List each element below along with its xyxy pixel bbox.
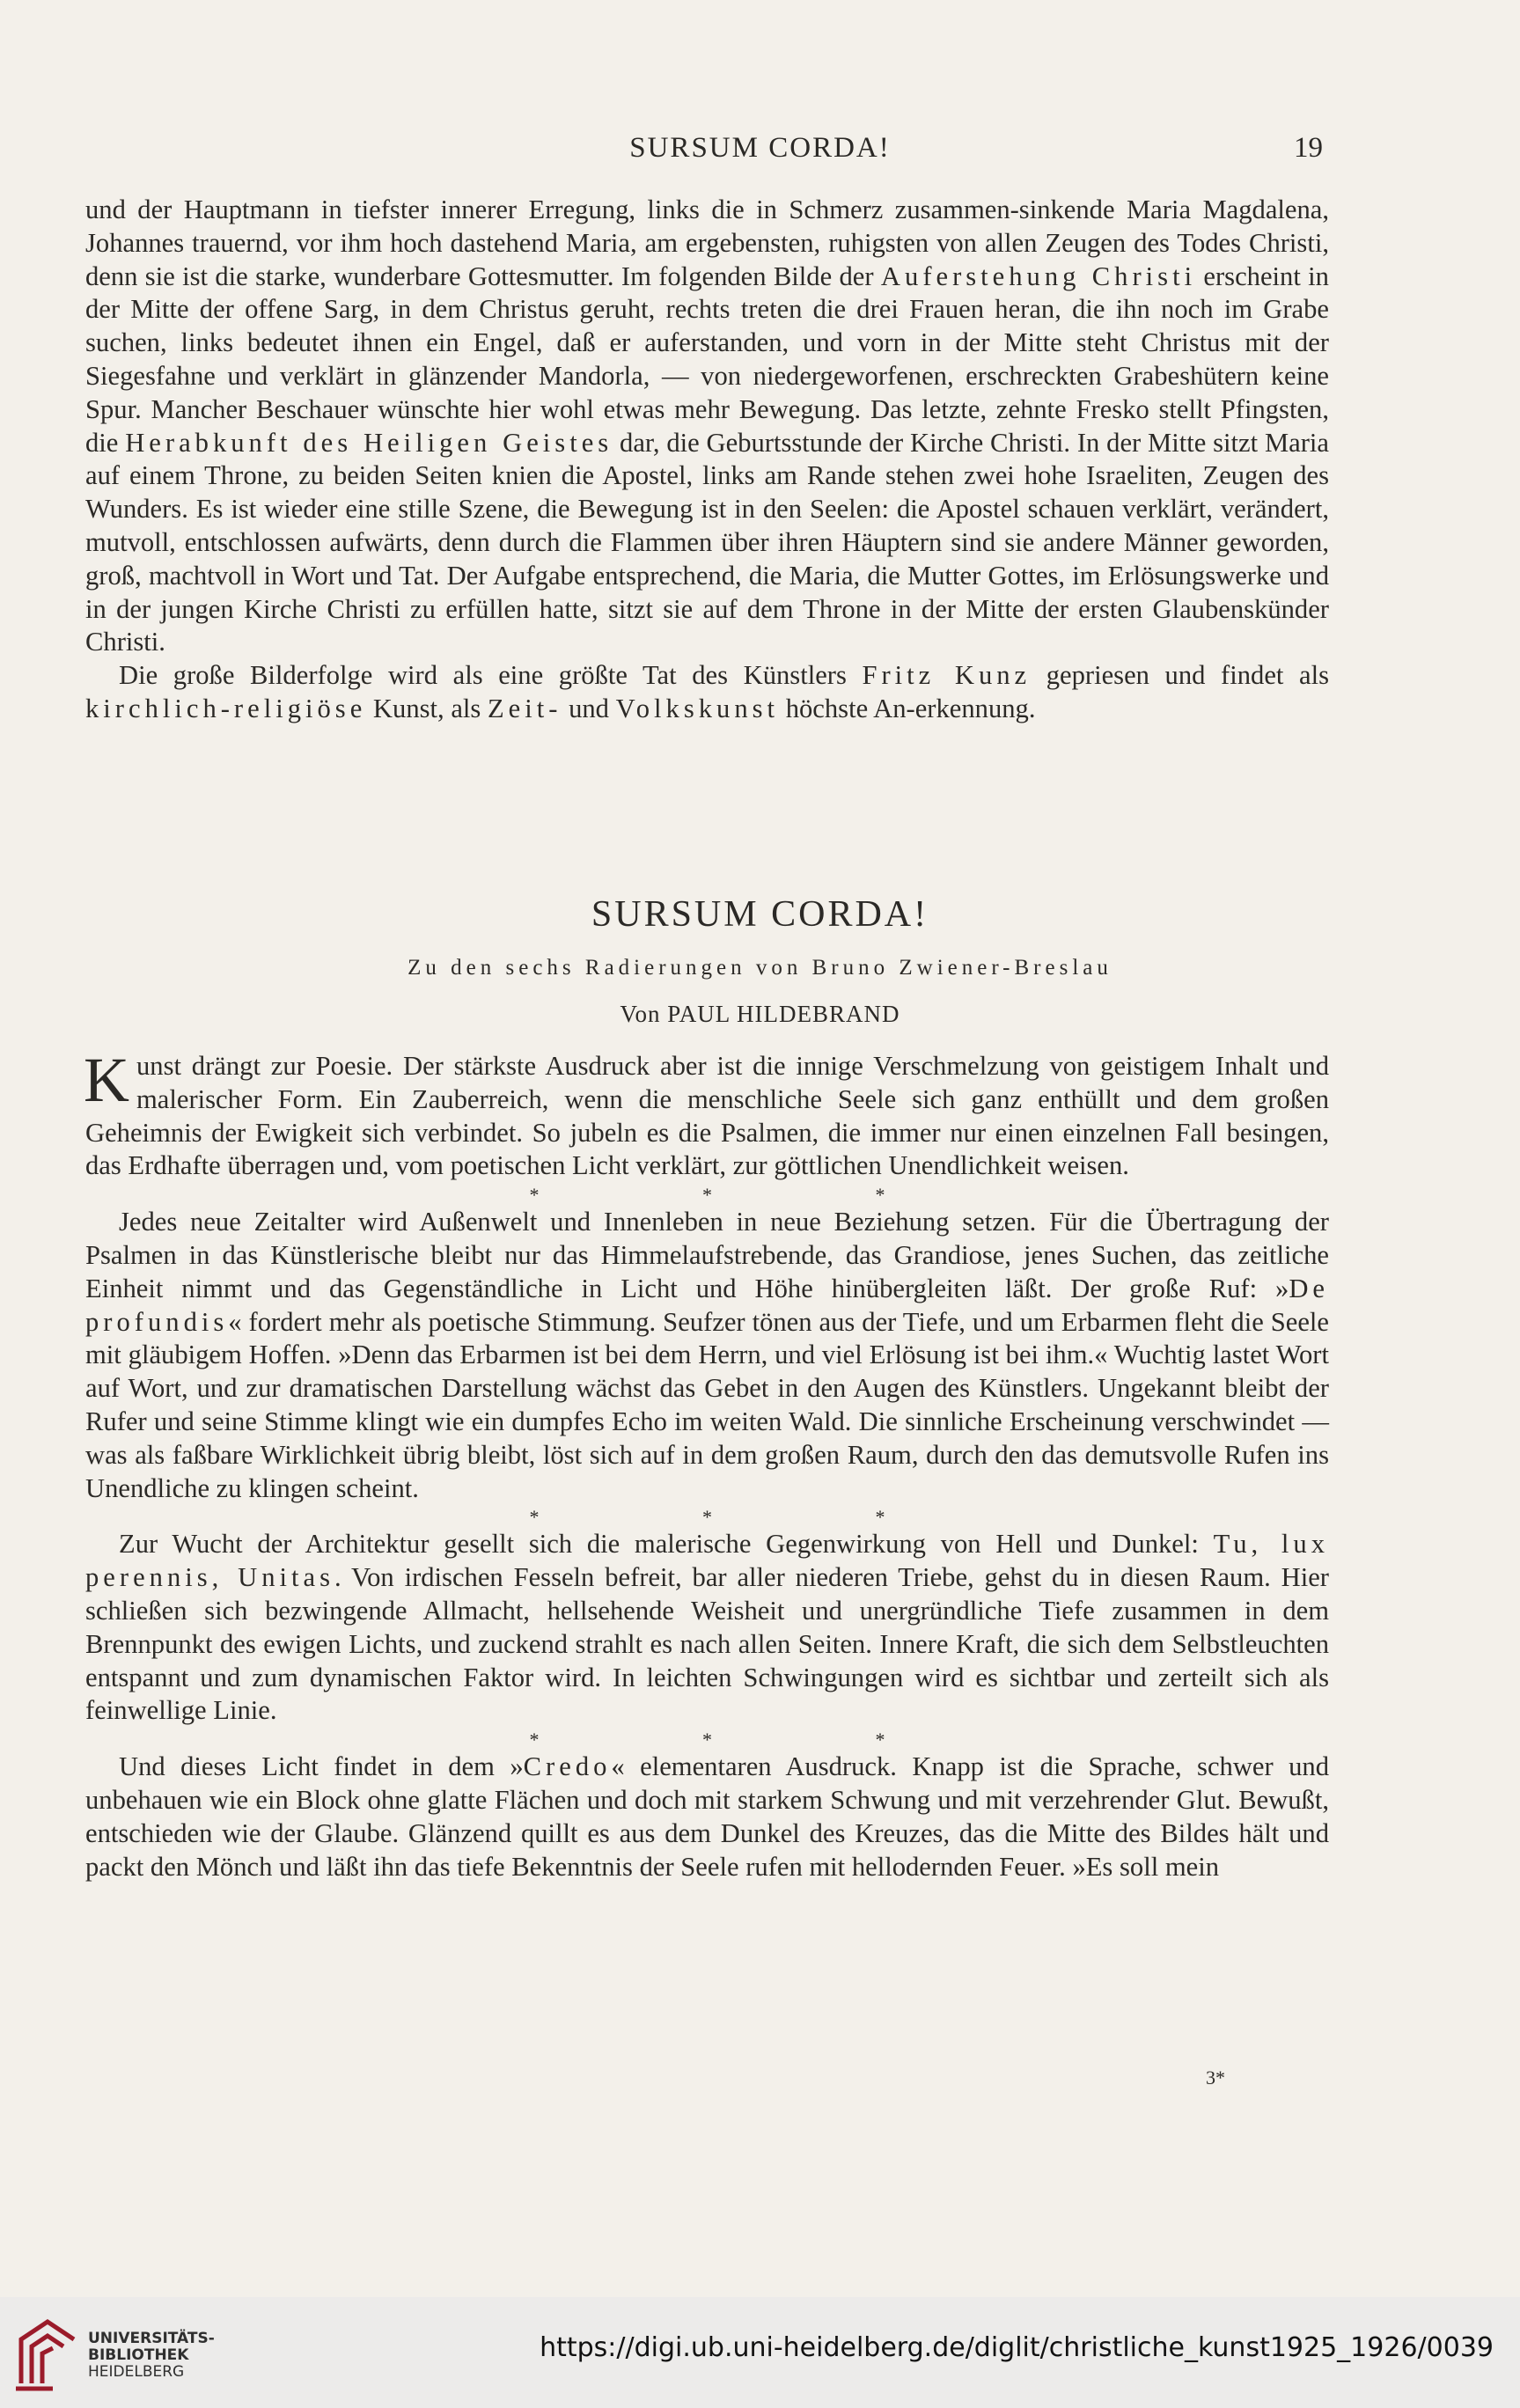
text-span: Jedes neue Zeitalter wird Außenwelt und Innenleben in neue Beziehung setzen. Für die Übertragung der Psalmen in das Künstlerische bleibt nur das Himmelaufstrebende, das Grandiose, jenes Suchen, das zeitliche Einheit nimmt und das Gegenständliche in Licht und Höhe hinübergleiten läßt. Der große Ruf: » — [85, 1207, 1329, 1303]
text-span: und der Hauptmann in tiefster innerer Erregung, links die in Schmerz zusammen-sinkende Maria Magdalena, Johannes trauernd, vor ihm hoch dastehend Maria, am ergebensten, ruhigsten von allen Zeugen des Todes Christi, denn sie ist die starke, wunderbare Gottesmutter. Im folgenden Bilde der — [85, 195, 1329, 291]
library-name-line: HEIDELBERG — [88, 2363, 185, 2381]
signature-mark: 3* — [1206, 2067, 1225, 2089]
text-span: unst drängt zur Poesie. Der stärkste Ausdruck aber ist die innige Verschmelzung von geistigem Inhalt und malerischer Form. Ein Zauberreich, wenn die menschliche Seele sich ganz enthüllt und dem großen Geheimnis der Ewigkeit sich verbindet. So jubeln es die Psalmen, die immer nur einen einzelnen Fall besingen, das Erdhafte überragen und, vom poetischen Licht verklärt, zur göttlichen Unendlichkeit weisen. — [85, 1051, 1329, 1181]
section-separator: * * * — [529, 1184, 965, 1207]
spaced-text: kirchlich-religiöse — [85, 693, 367, 723]
permalink-url[interactable]: https://digi.ub.uni-heidelberg.de/diglit/christliche_kunst1925_1926/0039 — [540, 2332, 1494, 2363]
spaced-text: De profundis — [85, 1273, 1329, 1337]
library-name-line: BIBLIOTHEK — [88, 2346, 189, 2364]
running-title: SURSUM CORDA! — [629, 132, 891, 164]
text-span: höchste An-erkennung. — [779, 693, 1036, 723]
page-number: 19 — [1294, 132, 1323, 164]
viewer-footer — [0, 2297, 1520, 2408]
paragraph — [85, 194, 1329, 659]
article-subtitle: Zu den sechs Radierungen von Bruno Zwiener-Breslau — [408, 956, 1112, 980]
library-name-line: UNIVERSITÄTS- — [88, 2330, 215, 2347]
spaced-text: Fritz Kunz — [862, 660, 1032, 691]
text-span: Und dieses Licht findet in dem » — [119, 1751, 524, 1782]
text-span: und — [562, 693, 616, 723]
paragraph — [85, 1751, 1329, 1883]
text-span: . Von irdischen Fesseln befreit, bar aller niederen Triebe, gehst du in diesen Raum. Hier schließen sich bezwingende Allmacht, hellsehende Weisheit und unergründliche Tiefe zusammen in dem Brennpunkt des ewigen Lichts, und zuckend strahlt es nach allen Seiten. Innere Kraft, die sich dem Selbstleuchten entspannt und zum dynamischen Faktor wird. In leichten Schwingungen wird es sichtbar und zerteilt sich als feinwellige Linie. — [85, 1562, 1329, 1726]
running-head — [0, 132, 1520, 167]
article-author: Von PAUL HILDEBRAND — [620, 1001, 900, 1027]
library-name — [88, 2331, 215, 2381]
paragraph — [85, 1206, 1329, 1505]
article-title: SURSUM CORDA! — [591, 894, 929, 935]
spaced-text: Zeit- — [487, 693, 562, 723]
paragraph — [85, 1528, 1329, 1728]
text-span: dar, die Geburtsstunde der Kirche Christi. In der Mitte sitzt Maria auf einem Throne, zu beiden Seiten knien die Apostel, links am Rande stehen zwei hohe Israeliten, Zeugen des Wunders. Es ist wieder eine stille Szene, die Bewegung ist in den Seelen: die Apostel schauen verklärt, verändert, mutvoll, entschlossen aufwärts, denn durch die Flammen über ihren Häuptern sind sie andere Männer geworden, groß, machtvoll in Wort und Tat. Der Aufgabe entsprechend, die Maria, die Mutter Gottes, im Erlösungswerke und in der jungen Kirche Christi zu erfüllen hatte, sitzt sie auf dem Throne in der Mitte der ersten Glaubenskünder Christi. — [85, 427, 1330, 657]
text-span: gepriesen und findet als — [1031, 660, 1329, 691]
spaced-text: Tu, lux perennis, Unitas — [85, 1529, 1329, 1593]
text-span: Zur Wucht der Architektur gesellt sich die malerische Gegenwirkung von Hell und Dunkel: — [119, 1529, 1214, 1560]
text-span: Kunst, als — [366, 693, 488, 723]
spaced-text: Auferstehung Christi — [880, 261, 1197, 291]
text-span: erscheint in der Mitte der offene Sarg, in dem Christus geruht, rechts treten die drei Frauen heran, die ihn noch im Grabe suchen, links bedeutet ihnen ein Engel, daß er auferstanden, und vorn in der Mitte steht Christus mit der Siegesfahne und verklärt in glänzender Mandorla, — von niedergeworfenen, erschreckten Grabeshütern keine Spur. Mancher Beschauer wünschte hier wohl etwas mehr Bewegung. Das letzte, zehnte Fresko stellt Pfingsten, die — [85, 261, 1329, 458]
previous-article-text — [85, 194, 1329, 726]
university-library-logo-icon — [12, 2313, 84, 2392]
spaced-text: Herabkunft des Heiligen Geistes — [125, 427, 613, 458]
section-separator: * * * — [529, 1729, 965, 1751]
section-separator: * * * — [529, 1506, 965, 1529]
article-body — [84, 1045, 1329, 1883]
text-span: « elementaren Ausdruck. Knapp ist die Sprache, schwer und unbehauen wie ein Block ohne glatte Flächen und doch mit starkem Schwung und mit verzehrender Glut. Bewußt, entschieden wie der Glaube. Glänzend quillt es aus dem Dunkel des Kreuzes, das die Mitte des Bildes hält und packt den Mönch und läßt ihn das tiefe Bekenntnis der Seele rufen mit hellodernden Feuer. »Es soll mein — [85, 1751, 1329, 1882]
paragraph — [84, 1045, 1329, 1183]
text-span: Die große Bilderfolge wird als eine größte Tat des Künstlers — [119, 660, 863, 691]
paragraph — [85, 659, 1329, 726]
drop-cap: K — [84, 1045, 129, 1115]
spaced-text: Volkskunst — [615, 693, 780, 723]
text-span: « fordert mehr als poetische Stimmung. Seufzer tönen aus der Tiefe, und um Erbarmen fleht die Seele mit gläubigem Hoffen. »Denn das Erbarmen ist bei dem Herrn, und viel Erlösung ist bei ihm.« Wuchtig lastet Wort auf Wort, und zur dramatischen Darstellung wächst das Gebet in den Augen des Künstlers. Ungekannt bleibt der Rufer und seine Stimme klingt wie ein dumpfes Echo im weiten Wald. Die sinnliche Erscheinung verschwindet — was als faßbare Wirklichkeit übrig bleibt, löst sich auf in dem großen Raum, durch den das demutsvolle Rufen ins Unendliche zu klingen scheint. — [85, 1306, 1329, 1503]
spaced-text: Credo — [523, 1751, 612, 1782]
